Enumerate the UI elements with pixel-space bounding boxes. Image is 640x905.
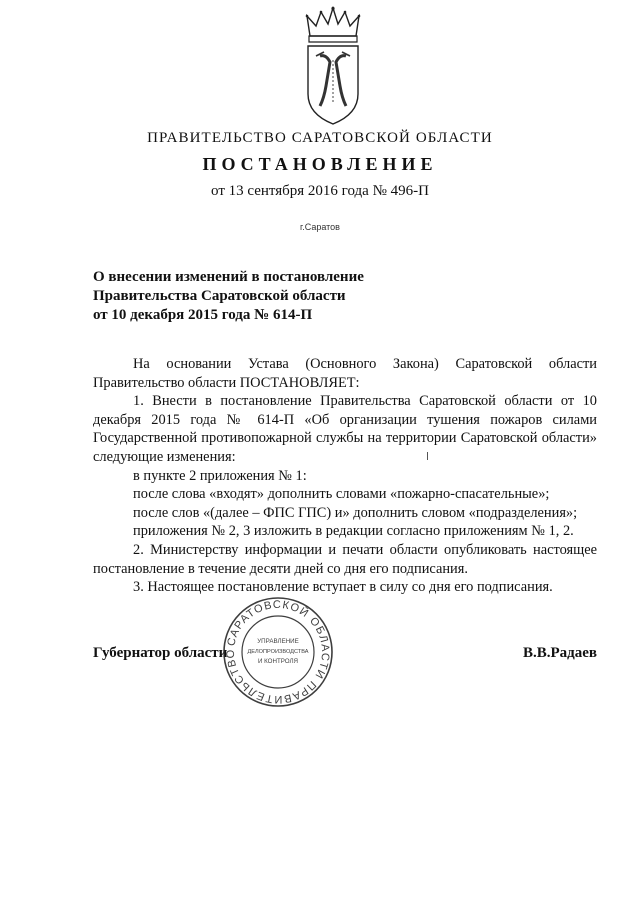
- issue-city: г.Саратов: [300, 222, 340, 232]
- subject-line: от 10 декабря 2015 года № 614-П: [93, 307, 313, 323]
- subject-line: Правительства Саратовской области: [93, 288, 346, 304]
- svg-text:САРАТОВСКОЙ ОБЛАСТИ ПРАВИТЕЛ: САРАТОВСКОЙ ОБЛАСТИ ПРАВИТЕЛЬСТВО: [224, 598, 332, 706]
- body-paragraph-preamble: На основании Устава (Основного Закона) Саратовской области Правительство области ПОСТАНОВЛЯЕТ:: [93, 356, 597, 391]
- body-paragraph-item-1: 1. Внести в постановление Правительства Саратовской области от 10 декабря 2015 года № 614-П «Об организации тушения пожаров силами Государственной противопожарной службы на территории Саратовской области» следующие изменения:: [93, 393, 597, 465]
- document-type: ПОСТАНОВЛЕНИЕ: [202, 154, 438, 174]
- document-body: [93, 355, 597, 597]
- saratov-coat-of-arms-icon: [302, 6, 364, 128]
- body-paragraph-item-3: 3. Настоящее постановление вступает в силу со дня его подписания.: [133, 579, 553, 596]
- svg-text:И КОНТРОЛЯ: И КОНТРОЛЯ: [257, 658, 299, 665]
- svg-text:ДЕЛОПРОИЗВОДСТВА: ДЕЛОПРОИЗВОДСТВА: [247, 649, 309, 655]
- body-subitem: в пункте 2 приложения № 1:: [133, 467, 307, 484]
- svg-text:УПРАВЛЕНИЕ: УПРАВЛЕНИЕ: [257, 638, 299, 645]
- subject-line: О внесении изменений в постановление: [93, 269, 364, 285]
- body-subitem: после слова «входят» дополнить словами «пожарно-спасательные»;: [133, 486, 550, 503]
- document-date-number: от 13 сентября 2016 года № 496-П: [211, 183, 429, 199]
- government-title: ПРАВИТЕЛЬСТВО САРАТОВСКОЙ ОБЛАСТИ: [147, 130, 493, 146]
- body-subitem: после слов «(далее – ФПС ГПС) и» дополнить словом «подразделения»;: [133, 504, 578, 521]
- signatory-position: Губернатор области: [93, 645, 228, 661]
- body-paragraph-item-2: 2. Министерству информации и печати области опубликовать настоящее постановление в течение десяти дней со дня его подписания.: [93, 541, 597, 577]
- signature-block: [93, 645, 597, 667]
- official-seal-stamp: [222, 596, 334, 708]
- body-subitem: приложения № 2, 3 изложить в редакции согласно приложениям № 1, 2.: [133, 523, 574, 540]
- document-subject: [93, 268, 423, 325]
- stray-mark: [426, 452, 429, 460]
- signatory-name: В.В.Радаев: [522, 645, 597, 661]
